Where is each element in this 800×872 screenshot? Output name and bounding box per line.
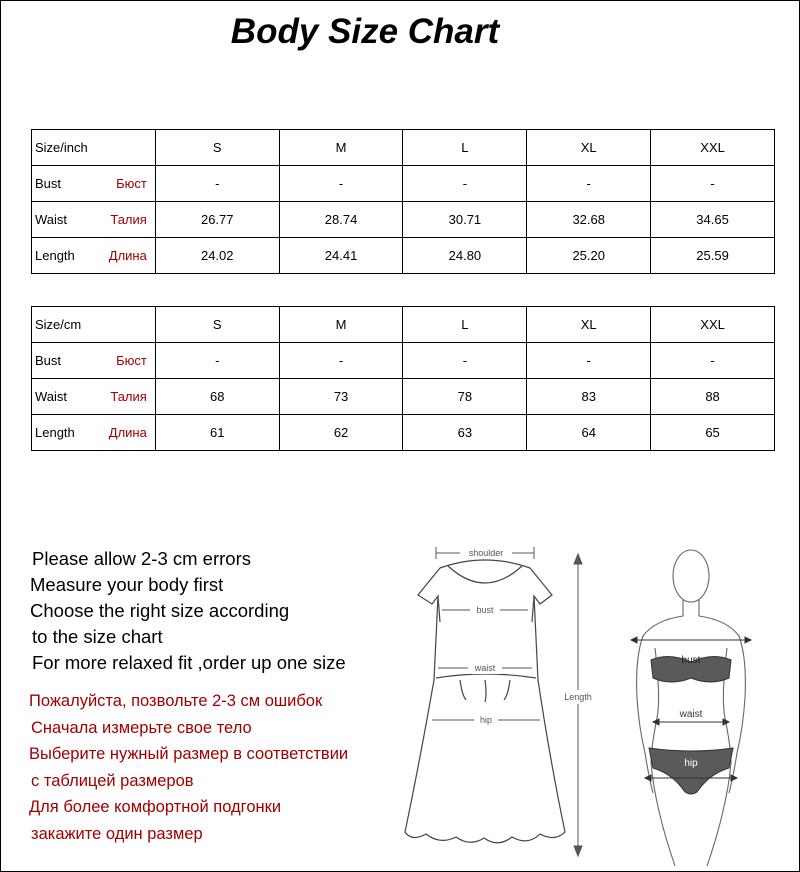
- page-title: Body Size Chart: [230, 12, 500, 51]
- row-label: [32, 202, 156, 238]
- table-cell: 65: [651, 415, 775, 451]
- body-figure-diagram: [625, 548, 755, 866]
- row-label-ru: Бюст: [116, 353, 147, 368]
- row-label-ru: Бюст: [116, 176, 147, 191]
- notes-russian: [29, 688, 348, 847]
- table-cell: 68: [155, 379, 279, 415]
- table-cell: 64: [527, 415, 651, 451]
- header-cell: XL: [527, 130, 651, 166]
- row-label-en: Bust: [35, 353, 62, 368]
- table-row: [32, 238, 775, 274]
- head-outline: [673, 550, 709, 602]
- table-cell: 24.02: [155, 238, 279, 274]
- waist-label: waist: [474, 663, 496, 673]
- note-line: Сначала измерьте свое тело: [31, 718, 252, 737]
- note-line: to the size chart: [32, 626, 163, 647]
- header-cell: S: [155, 307, 279, 343]
- hip-garment: [649, 748, 733, 794]
- note-line: For more relaxed fit ,order up one size: [32, 652, 346, 673]
- header-cell: XXL: [651, 130, 775, 166]
- header-cell: XL: [527, 307, 651, 343]
- table-cell: 83: [527, 379, 651, 415]
- note-line: Measure your body first: [30, 574, 224, 595]
- size-table-cm: [31, 306, 775, 451]
- row-label-ru: Длина: [108, 425, 147, 440]
- note-line: закажите один размер: [31, 824, 203, 843]
- table-cell: -: [403, 166, 527, 202]
- row-label-en: Waist: [35, 212, 68, 227]
- table-cell: -: [651, 166, 775, 202]
- shoulder-label: shoulder: [468, 548, 504, 558]
- table-row: [32, 166, 775, 202]
- row-label: [32, 166, 156, 202]
- note-line: Для более комфортной подгонки: [29, 798, 282, 816]
- table-cell: 63: [403, 415, 527, 451]
- table-cell: 61: [155, 415, 279, 451]
- table-cell: 34.65: [651, 202, 775, 238]
- body-waist-label: waist: [679, 709, 703, 720]
- table-row: [32, 343, 775, 379]
- table-cell: 25.59: [651, 238, 775, 274]
- length-label: Length: [564, 692, 592, 702]
- row-label-en: Length: [35, 425, 75, 440]
- table-cell: -: [527, 166, 651, 202]
- table-cell: 73: [279, 379, 403, 415]
- table-cell: 24.80: [403, 238, 527, 274]
- header-cell: M: [279, 130, 403, 166]
- note-line: Choose the right size according: [30, 600, 290, 621]
- body-bust-label: bust: [681, 655, 701, 666]
- row-label: [32, 238, 156, 274]
- table-cell: -: [155, 166, 279, 202]
- table-cell: 88: [651, 379, 775, 415]
- table-cell: -: [155, 343, 279, 379]
- body-hip-label: hip: [684, 758, 698, 769]
- header-cell: L: [403, 307, 527, 343]
- table-cell: 28.74: [279, 202, 403, 238]
- note-line: Пожалуйста, позвольте 2-3 см ошибок: [29, 692, 323, 710]
- table-row: [32, 379, 775, 415]
- row-label: [32, 415, 156, 451]
- dress-diagram: [400, 540, 610, 865]
- table-cell: -: [651, 343, 775, 379]
- header-cell: L: [403, 130, 527, 166]
- row-label-ru: Длина: [108, 248, 147, 263]
- table-cell: -: [403, 343, 527, 379]
- header-cell: XXL: [651, 307, 775, 343]
- table-cell: -: [279, 166, 403, 202]
- row-label: [32, 379, 156, 415]
- table-cell: 62: [279, 415, 403, 451]
- row-label-en: Bust: [35, 176, 62, 191]
- notes-english: [30, 546, 346, 676]
- table-row: [32, 202, 775, 238]
- table-cell: 30.71: [403, 202, 527, 238]
- table-cell: 32.68: [527, 202, 651, 238]
- table-cell: 25.20: [527, 238, 651, 274]
- table-cell: -: [527, 343, 651, 379]
- header-cell: Size/cm: [32, 307, 156, 343]
- row-label-ru: Талия: [110, 212, 147, 227]
- size-table-inch: [31, 129, 775, 274]
- table-row: [32, 415, 775, 451]
- table-cell: 24.41: [279, 238, 403, 274]
- row-label: [32, 343, 156, 379]
- note-line: Выберите нужный размер в соответствии: [29, 745, 349, 763]
- bust-label: bust: [476, 605, 494, 615]
- table-header-row: [32, 307, 775, 343]
- note-line: с таблицей размеров: [31, 771, 194, 790]
- table-header-row: [32, 130, 775, 166]
- header-cell: Size/inch: [32, 130, 156, 166]
- row-label-en: Length: [35, 248, 75, 263]
- header-cell: M: [279, 307, 403, 343]
- hip-label: hip: [479, 715, 493, 725]
- table-cell: 78: [403, 379, 527, 415]
- row-label-ru: Талия: [110, 389, 147, 404]
- note-line: Please allow 2-3 cm errors: [32, 548, 251, 569]
- table-cell: 26.77: [155, 202, 279, 238]
- dress-neckline: [448, 566, 522, 583]
- header-cell: S: [155, 130, 279, 166]
- table-cell: -: [279, 343, 403, 379]
- row-label-en: Waist: [35, 389, 68, 404]
